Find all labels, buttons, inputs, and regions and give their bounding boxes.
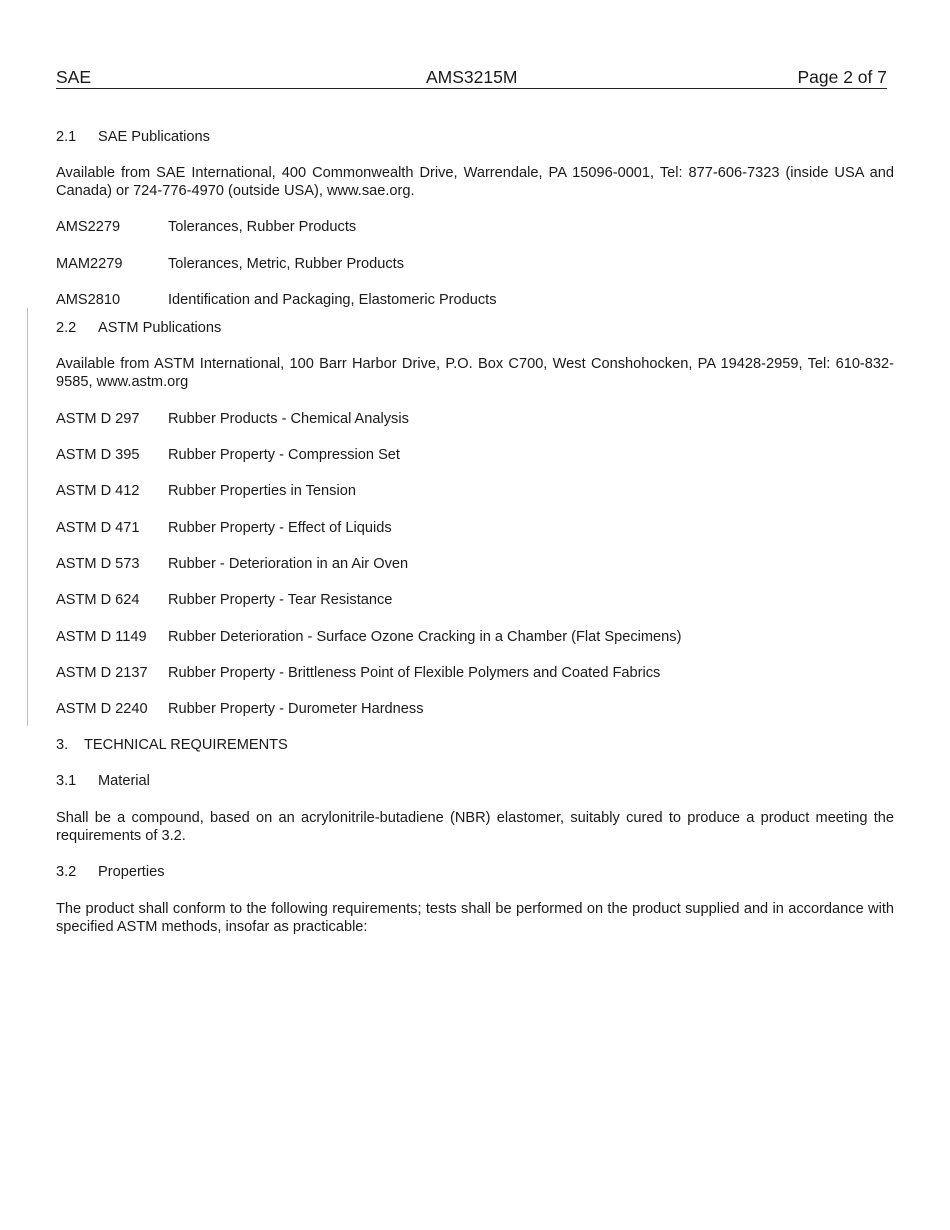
ref-code: ASTM D 1149 bbox=[56, 629, 147, 645]
page-header bbox=[56, 66, 887, 89]
document-body bbox=[56, 128, 894, 936]
section-3-1-heading bbox=[56, 772, 894, 790]
section-title: TECHNICAL REQUIREMENTS bbox=[84, 737, 288, 753]
ref-code: ASTM D 412 bbox=[56, 483, 140, 499]
section-2-2-heading bbox=[56, 319, 894, 337]
ref-code: ASTM D 395 bbox=[56, 447, 140, 463]
section-2-1-heading bbox=[56, 128, 894, 146]
section-title: Properties bbox=[98, 864, 165, 880]
section-number: 2.1 bbox=[56, 129, 77, 145]
section-2-1-paragraph: Available from SAE International, 400 Commonwealth Drive, Warrendale, PA 15096-0001, Tel: 877-606-7323 (inside USA and Canada) or 724-776-4970 (outside USA), www.sae.org. bbox=[56, 165, 894, 199]
section-title: Material bbox=[98, 773, 150, 789]
ref-row bbox=[56, 700, 894, 718]
section-title: SAE Publications bbox=[98, 129, 210, 145]
section-number: 3. bbox=[56, 737, 69, 753]
ref-row bbox=[56, 482, 894, 500]
section-3-2-paragraph: The product shall conform to the following requirements; tests shall be performed on the product supplied and in accordance with specified ASTM methods, insofar as practicable: bbox=[56, 901, 894, 935]
ref-code: ASTM D 2137 bbox=[56, 665, 148, 681]
section-3-2-heading bbox=[56, 863, 894, 881]
ref-row bbox=[56, 218, 894, 236]
ref-code: ASTM D 624 bbox=[56, 592, 140, 608]
ref-code: ASTM D 573 bbox=[56, 556, 140, 572]
ref-title: Rubber Products - Chemical Analysis bbox=[168, 411, 409, 427]
section-3-heading bbox=[56, 736, 894, 754]
ref-row bbox=[56, 628, 894, 646]
section-number: 3.1 bbox=[56, 773, 77, 789]
ref-code: AMS2810 bbox=[56, 292, 121, 308]
header-page-number: Page 2 of 7 bbox=[797, 67, 887, 87]
ref-title: Tolerances, Rubber Products bbox=[168, 219, 357, 235]
ref-row bbox=[56, 410, 894, 428]
ref-title: Rubber Deterioration - Surface Ozone Cracking in a Chamber (Flat Specimens) bbox=[168, 629, 682, 645]
ref-row bbox=[56, 519, 894, 537]
ref-title: Tolerances, Metric, Rubber Products bbox=[168, 256, 405, 272]
header-org: SAE bbox=[56, 67, 92, 87]
ref-title: Rubber Property - Brittleness Point of Flexible Polymers and Coated Fabrics bbox=[168, 665, 661, 681]
ref-title: Rubber Property - Compression Set bbox=[168, 447, 400, 463]
ref-row bbox=[56, 591, 894, 609]
section-number: 2.2 bbox=[56, 320, 77, 336]
section-2-2-paragraph: Available from ASTM International, 100 Barr Harbor Drive, P.O. Box C700, West Conshohocken, PA 19428-2959, Tel: 610-832-9585, www.astm.org bbox=[56, 356, 894, 390]
ref-title: Rubber Property - Durometer Hardness bbox=[168, 701, 424, 717]
ref-code: MAM2279 bbox=[56, 256, 123, 272]
section-3-1-paragraph: Shall be a compound, based on an acrylonitrile-butadiene (NBR) elastomer, suitably cured to produce a product meeting the requirements of 3.2. bbox=[56, 810, 894, 844]
ref-code: ASTM D 2240 bbox=[56, 701, 148, 717]
ref-row bbox=[56, 664, 894, 682]
ref-code: AMS2279 bbox=[56, 219, 121, 235]
change-bar bbox=[27, 308, 28, 726]
ref-row bbox=[56, 555, 894, 573]
ref-title: Identification and Packaging, Elastomeric Products bbox=[168, 292, 497, 308]
ref-title: Rubber Property - Tear Resistance bbox=[168, 592, 393, 608]
ref-row bbox=[56, 446, 894, 464]
header-doc-number: AMS3215M bbox=[426, 67, 518, 87]
section-number: 3.2 bbox=[56, 864, 77, 880]
ref-code: ASTM D 297 bbox=[56, 411, 140, 427]
ref-row bbox=[56, 255, 894, 273]
ref-title: Rubber Properties in Tension bbox=[168, 483, 356, 499]
ref-title: Rubber - Deterioration in an Air Oven bbox=[168, 556, 409, 572]
ref-code: ASTM D 471 bbox=[56, 520, 140, 536]
ref-title: Rubber Property - Effect of Liquids bbox=[168, 520, 392, 536]
section-title: ASTM Publications bbox=[98, 320, 222, 336]
ref-row bbox=[56, 291, 894, 309]
